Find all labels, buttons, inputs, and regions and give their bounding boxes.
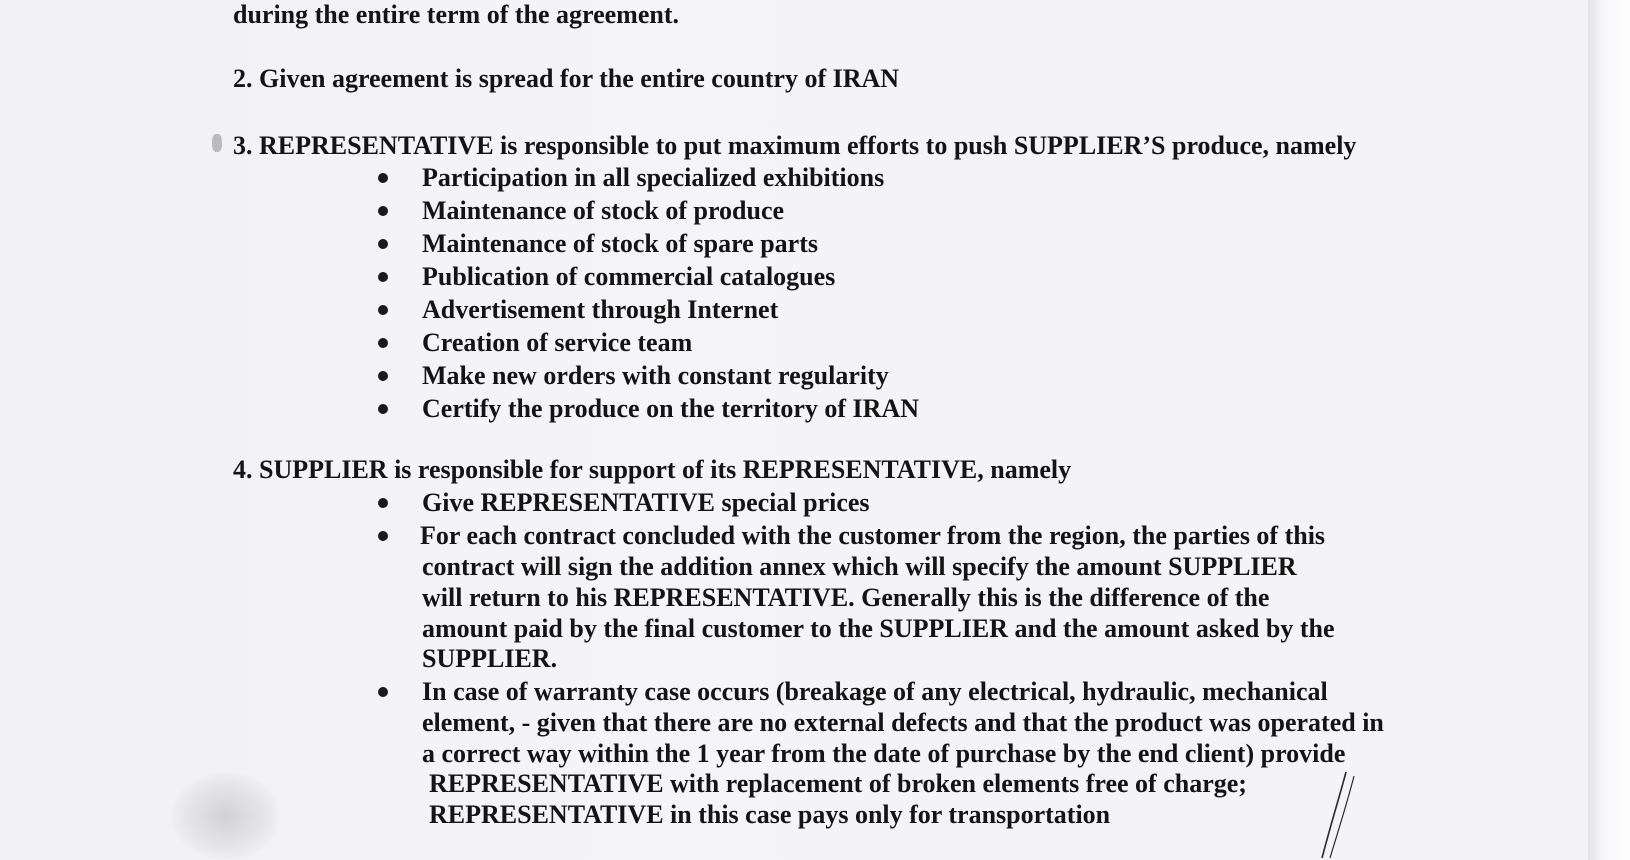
bullet-icon (378, 173, 388, 183)
signature-stroke-icon (1310, 770, 1370, 860)
clause-3-heading: 3. REPRESENTATIVE is responsible to put maximum efforts to push SUPPLIER’S produce, namely (233, 131, 1357, 160)
page-edge (1588, 0, 1630, 860)
bullet-icon (378, 404, 388, 414)
bullet-icon (378, 338, 388, 348)
bullet-icon (378, 272, 388, 282)
ink-speck (212, 134, 222, 152)
clause-4-item-line: In case of warranty case occurs (breakage of any electrical, hydraulic, mechanical (422, 677, 1328, 706)
bullet-icon (378, 206, 388, 216)
clause-3-item: Participation in all specialized exhibitions (422, 163, 885, 192)
clause-4-item-line: amount paid by the final customer to the SUPPLIER and the amount asked by the (422, 614, 1335, 643)
bullet-icon (378, 687, 388, 697)
clause-3-item: Make new orders with constant regularity (422, 361, 889, 390)
clause-4-item-line: REPRESENTATIVE with replacement of broken elements free of charge; (429, 769, 1247, 798)
bullet-icon (378, 531, 388, 541)
clause-4-item: Give REPRESENTATIVE special prices (422, 488, 870, 517)
continuation-line: during the entire term of the agreement. (233, 0, 679, 29)
bullet-icon (378, 305, 388, 315)
clause-4-heading: 4. SUPPLIER is responsible for support of its REPRESENTATIVE, namely (233, 455, 1072, 484)
clause-3-item: Publication of commercial catalogues (422, 262, 836, 291)
clause-3-item: Certify the produce on the territory of IRAN (422, 394, 920, 423)
clause-3-item: Advertisement through Internet (422, 295, 779, 324)
clause-4-item-line: contract will sign the addition annex which will specify the amount SUPPLIER (422, 552, 1297, 581)
bullet-icon (378, 371, 388, 381)
thumbprint-smudge (172, 772, 280, 860)
clause-4-item-line: REPRESENTATIVE in this case pays only for transportation (429, 800, 1111, 829)
clause-3-item: Creation of service team (422, 328, 693, 357)
bullet-icon (378, 239, 388, 249)
clause-3-item: Maintenance of stock of spare parts (422, 229, 818, 258)
clause-4-item-line: SUPPLIER. (422, 644, 558, 673)
clause-4-item-line: a correct way within the 1 year from the date of purchase by the end client) provide (422, 739, 1346, 768)
clause-2: 2. Given agreement is spread for the entire country of IRAN (233, 64, 900, 93)
clause-3-item: Maintenance of stock of produce (422, 196, 785, 225)
clause-4-item-line: will return to his REPRESENTATIVE. Generally this is the difference of the (422, 583, 1270, 612)
clause-4-item-line: For each contract concluded with the customer from the region, the parties of this (420, 521, 1326, 550)
bullet-icon (378, 498, 388, 508)
clause-4-item-line: element, - given that there are no external defects and that the product was operated in (422, 708, 1384, 737)
